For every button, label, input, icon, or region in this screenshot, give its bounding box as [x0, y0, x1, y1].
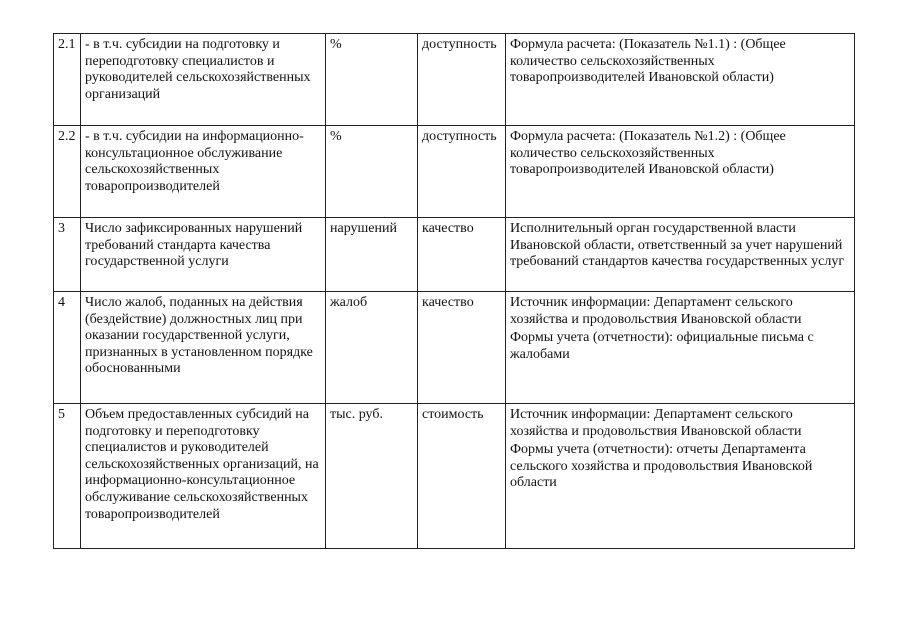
- table-row: [54, 404, 855, 549]
- indicator-name: - в т.ч. субсидии на подготовку и переподготовку специалистов и руководителей сельскохозяйственных организаций: [81, 34, 326, 126]
- row-number: 2.1: [54, 34, 81, 126]
- unit: нарушений: [326, 218, 418, 292]
- indicator-type: доступность: [418, 34, 506, 126]
- indicator-name: Объем предоставленных субсидий на подготовку и переподготовку специалистов и руководителей сельскохозяйственных организаций, на информационно-консультационное обслуживание сельскохозяйственных товаропроизводителей: [81, 404, 326, 549]
- row-number: 3: [54, 218, 81, 292]
- report-forms: Формы учета (отчетности): отчеты Департамента сельского хозяйства и продовольствия Ивановской области: [510, 442, 813, 491]
- unit: жалоб: [326, 292, 418, 404]
- row-number: 2.2: [54, 126, 81, 218]
- indicator-name: - в т.ч. субсидии на информационно-консультационное обслуживание сельскохозяйственных товаропроизводителей: [81, 126, 326, 218]
- unit: %: [326, 34, 418, 126]
- row-number: 4: [54, 292, 81, 404]
- indicators-table: [53, 33, 855, 549]
- unit: тыс. руб.: [326, 404, 418, 549]
- table-row: [54, 218, 855, 292]
- row-number: 5: [54, 404, 81, 549]
- info-source: Источник информации: Департамент сельского хозяйства и продовольствия Ивановской области: [510, 407, 802, 439]
- calc-method: [506, 126, 855, 218]
- calc-method-text: Исполнительный орган государственной власти Ивановской области, ответственный за учет нарушений требований стандартов качества государственных услуг: [510, 221, 845, 270]
- calc-method-text: Формула расчета: (Показатель №1.1) : (Общее количество сельскохозяйственных товаропроизводителей Ивановской области): [510, 37, 786, 86]
- table-row: [54, 292, 855, 404]
- unit: %: [326, 126, 418, 218]
- calc-method-text: Формула расчета: (Показатель №1.2) : (Общее количество сельскохозяйственных товаропроизводителей Ивановской области): [510, 129, 786, 178]
- indicator-type: качество: [418, 292, 506, 404]
- table-row: [54, 126, 855, 218]
- indicator-type: стоимость: [418, 404, 506, 549]
- indicator-type: доступность: [418, 126, 506, 218]
- table-row: [54, 34, 855, 126]
- indicator-name: Число зафиксированных нарушений требований стандарта качества государственной услуги: [81, 218, 326, 292]
- indicator-name: Число жалоб, поданных на действия (бездействие) должностных лиц при оказании государственной услуги, признанных в установленном порядке обоснованными: [81, 292, 326, 404]
- calc-method: [506, 218, 855, 292]
- calc-method: [506, 292, 855, 404]
- report-forms: Формы учета (отчетности): официальные письма с жалобами: [510, 330, 814, 362]
- indicator-type: качество: [418, 218, 506, 292]
- calc-method: [506, 34, 855, 126]
- info-source: Источник информации: Департамент сельского хозяйства и продовольствия Ивановской области: [510, 295, 802, 327]
- calc-method: [506, 404, 855, 549]
